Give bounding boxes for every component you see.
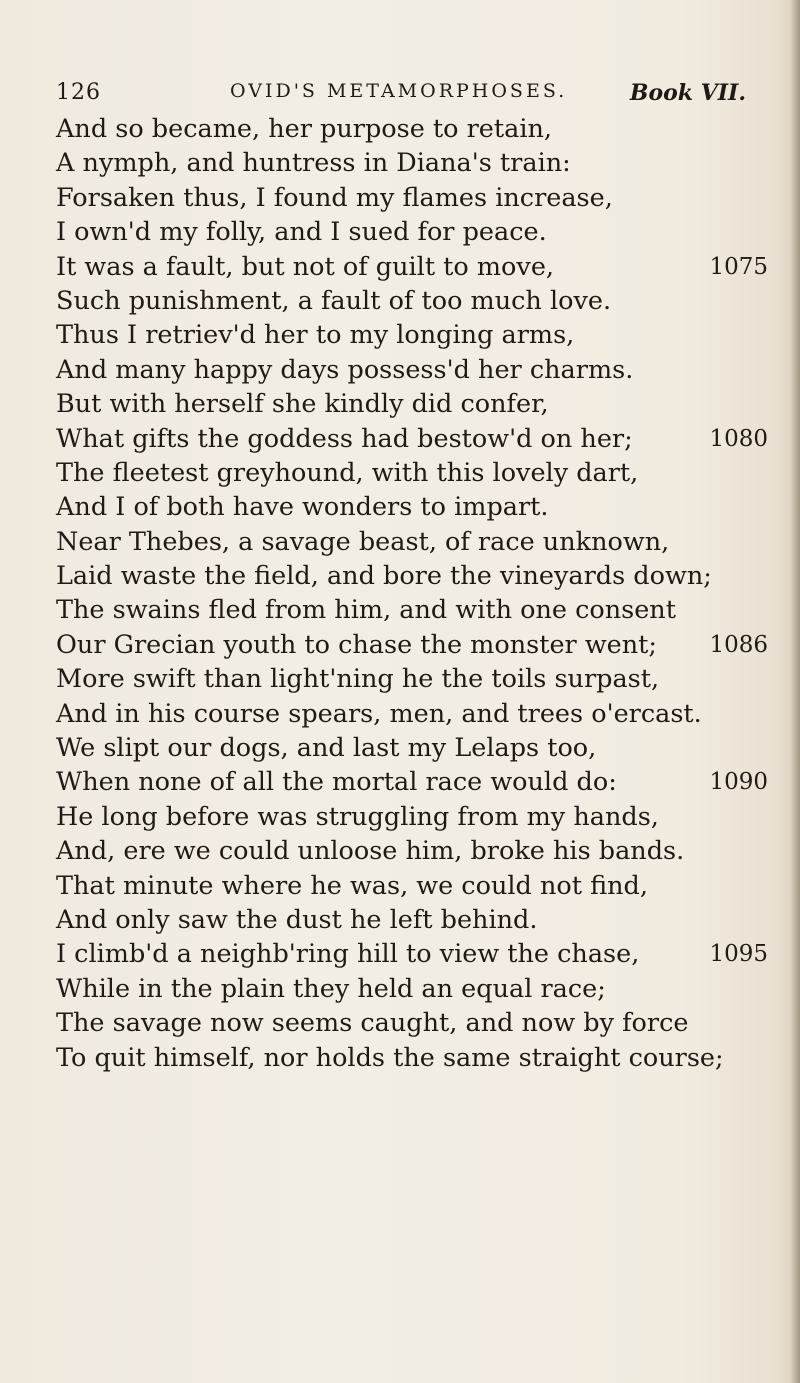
verse-text: We slipt our dogs, and last my Lelaps too, bbox=[56, 733, 597, 764]
verse-text: And only saw the dust he left behind. bbox=[56, 904, 538, 935]
verse-text: The swains fled from him, and with one consent bbox=[56, 595, 676, 626]
verse-line bbox=[56, 422, 768, 456]
verse-text: It was a fault, but not of guilt to move, bbox=[56, 251, 555, 282]
verse-line bbox=[56, 834, 768, 868]
verse-line bbox=[56, 250, 768, 284]
line-number: 1095 bbox=[709, 941, 768, 968]
verse-line bbox=[56, 869, 768, 903]
verse-line bbox=[56, 387, 768, 421]
verse-line bbox=[56, 1006, 768, 1040]
verse-text: And in his course spears, men, and trees o'ercast. bbox=[56, 698, 702, 729]
verse-line bbox=[56, 662, 768, 696]
book-label: Book VII. bbox=[629, 80, 746, 106]
verse-line bbox=[56, 937, 768, 971]
verse-line bbox=[56, 1041, 768, 1075]
verse-text: And so became, her purpose to retain, bbox=[56, 114, 553, 144]
verse-line bbox=[56, 731, 768, 765]
verse-line bbox=[56, 215, 768, 249]
verse-line bbox=[56, 112, 768, 146]
verse-text: But with herself she kindly did confer, bbox=[56, 389, 549, 420]
verse-line bbox=[56, 318, 768, 352]
verse-text: More swift than light'ning he the toils surpast, bbox=[56, 664, 660, 695]
verse-text: A nymph, and huntress in Diana's train: bbox=[56, 148, 571, 179]
verse-line bbox=[56, 628, 768, 662]
verse-text: While in the plain they held an equal race; bbox=[56, 973, 606, 1004]
verse-line bbox=[56, 559, 768, 593]
running-title: OVID'S METAMORPHOSES. bbox=[230, 80, 568, 102]
verse-line bbox=[56, 490, 768, 524]
verse-block bbox=[56, 112, 768, 1075]
line-number: 1080 bbox=[709, 425, 768, 452]
verse-text: Such punishment, a fault of too much love. bbox=[56, 285, 612, 316]
verse-text: The fleetest greyhound, with this lovely dart, bbox=[56, 457, 639, 488]
verse-line bbox=[56, 353, 768, 387]
verse-line bbox=[56, 456, 768, 490]
line-number: 1075 bbox=[709, 253, 768, 280]
verse-text: The savage now seems caught, and now by force bbox=[56, 1008, 689, 1039]
verse-line bbox=[56, 972, 768, 1006]
verse-text: That minute where he was, we could not find, bbox=[56, 870, 648, 901]
page-edge-shadow bbox=[790, 0, 800, 1383]
verse-line bbox=[56, 697, 768, 731]
verse-text: He long before was struggling from my hands, bbox=[56, 801, 659, 832]
verse-line bbox=[56, 800, 768, 834]
verse-text: Thus I retriev'd her to my longing arms, bbox=[56, 320, 575, 351]
verse-text: And I of both have wonders to impart. bbox=[56, 492, 549, 523]
verse-text: Our Grecian youth to chase the monster went; bbox=[56, 629, 658, 660]
line-number: 1090 bbox=[709, 769, 768, 796]
verse-line bbox=[56, 903, 768, 937]
page-number: 126 bbox=[56, 80, 101, 105]
verse-text: I climb'd a neighb'ring hill to view the chase, bbox=[56, 939, 640, 970]
verse-line bbox=[56, 284, 768, 318]
verse-text: Laid waste the field, and bore the vineyards down; bbox=[56, 561, 712, 592]
verse-line bbox=[56, 181, 768, 215]
verse-text: Near Thebes, a savage beast, of race unknown, bbox=[56, 526, 670, 557]
verse-line bbox=[56, 593, 768, 627]
verse-text: What gifts the goddess had bestow'd on her; bbox=[56, 423, 633, 454]
line-number: 1086 bbox=[709, 631, 768, 658]
running-head bbox=[56, 80, 746, 114]
verse-text: I own'd my folly, and I sued for peace. bbox=[56, 217, 547, 248]
verse-line bbox=[56, 146, 768, 180]
verse-text: Forsaken thus, I found my flames increase, bbox=[56, 182, 613, 213]
verse-line bbox=[56, 525, 768, 559]
verse-text: When none of all the mortal race would do: bbox=[56, 767, 617, 798]
verse-text: And, ere we could unloose him, broke his bands. bbox=[56, 836, 685, 867]
verse-line bbox=[56, 765, 768, 799]
verse-text: And many happy days possess'd her charms. bbox=[56, 354, 634, 385]
verse-text: To quit himself, nor holds the same straight course; bbox=[56, 1042, 724, 1073]
